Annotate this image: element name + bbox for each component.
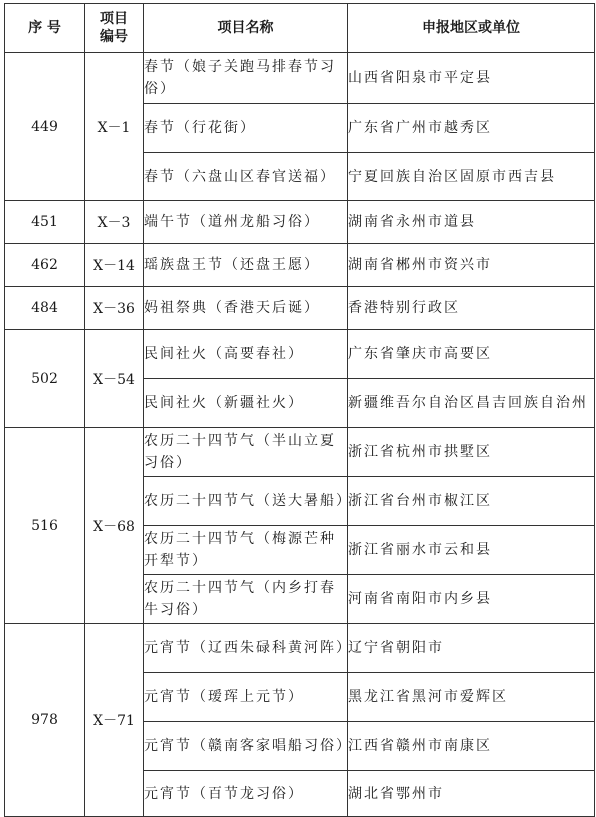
- project-name: 农历二十四节气（梅源芒种开犁节）: [144, 526, 348, 575]
- table-row: [5, 201, 595, 244]
- project-name: 妈祖祭典（香港天后诞）: [144, 287, 348, 330]
- project-region: 山西省阳泉市平定县: [348, 53, 595, 104]
- table-row: [5, 428, 595, 477]
- project-name: 农历二十四节气（半山立夏习俗）: [144, 428, 348, 477]
- project-region: 香港特别行政区: [348, 287, 595, 330]
- row-seq: 516: [5, 428, 85, 624]
- project-region: 新疆维吾尔自治区昌吉回族自治州: [348, 379, 595, 428]
- project-name: 元宵节（瑷珲上元节）: [144, 673, 348, 722]
- row-seq: 451: [5, 201, 85, 244]
- table-row: [5, 53, 595, 104]
- row-seq: 502: [5, 330, 85, 428]
- project-name: 春节（行花街）: [144, 104, 348, 153]
- header-code: [85, 4, 144, 53]
- project-name: 元宵节（辽西朱碌科黄河阵）: [144, 624, 348, 673]
- project-region: 湖北省鄂州市: [348, 771, 595, 817]
- table-row: [5, 624, 595, 673]
- table-row: [5, 287, 595, 330]
- heritage-table: [4, 3, 595, 817]
- project-region: 广东省广州市越秀区: [348, 104, 595, 153]
- project-region: 黑龙江省黑河市爱辉区: [348, 673, 595, 722]
- table-header-row: [5, 4, 595, 53]
- project-region: 江西省赣州市南康区: [348, 722, 595, 771]
- project-name: 民间社火（新疆社火）: [144, 379, 348, 428]
- project-name: 民间社火（高要春社）: [144, 330, 348, 379]
- project-name: 春节（六盘山区春官送福）: [144, 153, 348, 201]
- row-code: Ⅹ－71: [85, 624, 144, 817]
- project-name: 春节（娘子关跑马排春节习俗）: [144, 53, 348, 104]
- project-region: 湖南省永州市道县: [348, 201, 595, 244]
- row-seq: 484: [5, 287, 85, 330]
- row-seq: 978: [5, 624, 85, 817]
- header-seq: 序 号: [5, 4, 85, 53]
- row-code: Ⅹ－14: [85, 244, 144, 287]
- project-name: 元宵节（百节龙习俗）: [144, 771, 348, 817]
- project-region: 浙江省丽水市云和县: [348, 526, 595, 575]
- row-code: Ⅹ－3: [85, 201, 144, 244]
- project-region: 浙江省杭州市拱墅区: [348, 428, 595, 477]
- project-region: 辽宁省朝阳市: [348, 624, 595, 673]
- table-row: [5, 244, 595, 287]
- header-name: 项目名称: [144, 4, 348, 53]
- project-region: 浙江省台州市椒江区: [348, 477, 595, 526]
- project-name: 瑶族盘王节（还盘王愿）: [144, 244, 348, 287]
- project-region: 湖南省郴州市资兴市: [348, 244, 595, 287]
- project-name: 农历二十四节气（送大暑船）: [144, 477, 348, 526]
- row-seq: 462: [5, 244, 85, 287]
- project-name: 元宵节（赣南客家唱船习俗）: [144, 722, 348, 771]
- row-seq: 449: [5, 53, 85, 201]
- header-region: 申报地区或单位: [348, 4, 595, 53]
- project-name: 农历二十四节气（内乡打春牛习俗）: [144, 575, 348, 624]
- project-region: 河南省南阳市内乡县: [348, 575, 595, 624]
- project-name: 端午节（道州龙船习俗）: [144, 201, 348, 244]
- header-code-line1: 项目: [100, 11, 128, 27]
- project-region: 广东省肇庆市高要区: [348, 330, 595, 379]
- project-region: 宁夏回族自治区固原市西吉县: [348, 153, 595, 201]
- row-code: Ⅹ－36: [85, 287, 144, 330]
- table-row: [5, 330, 595, 379]
- header-code-line2: 编号: [100, 29, 128, 45]
- row-code: Ⅹ－68: [85, 428, 144, 624]
- row-code: Ⅹ－54: [85, 330, 144, 428]
- row-code: Ⅹ－1: [85, 53, 144, 201]
